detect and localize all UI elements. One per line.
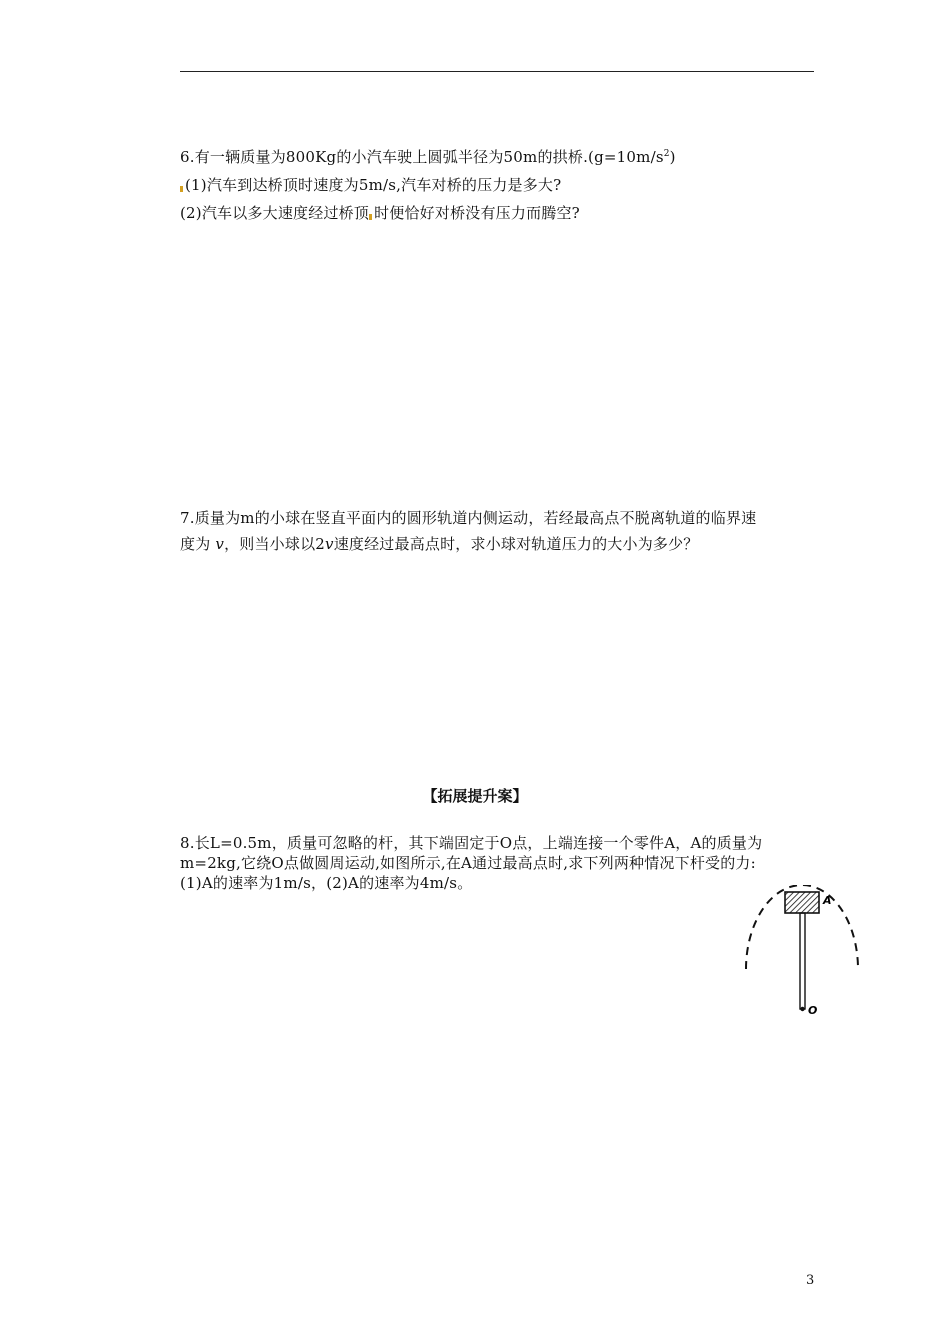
- pivot-o: [800, 1007, 804, 1011]
- label-a: A: [823, 894, 832, 907]
- q8-line3: (1)A的速率为1m/s，(2)A的速率为4m/s。: [180, 874, 473, 892]
- q8-line2: m=2kg,它绕O点做圆周运动,如图所示,在A通过最高点时,求下列两种情况下杆受的力:: [180, 854, 756, 872]
- page-number: 3: [806, 1273, 815, 1288]
- q6-stem-superscript: 2: [663, 149, 670, 159]
- rod: [800, 913, 805, 1009]
- section-title: 【拓展提升案】: [422, 787, 528, 805]
- edit-marker-icon: [180, 186, 183, 192]
- velocity-symbol: v: [215, 535, 225, 553]
- q7-line2: 度为 v，则当小球以2v速度经过最高点时，求小球对轨道压力的大小为多少？: [180, 535, 699, 553]
- header-rule: [180, 71, 814, 72]
- q6-stem: 6.有一辆质量为800Kg的小汽车驶上圆弧半径为50m的拱桥$.(g=10m/s^2)$: [180, 148, 676, 166]
- q8-line1: 8.长L=0.5m，质量可忽略的杆，其下端固定于O点，上端连接一个零件A，A的质量为: [180, 834, 763, 852]
- rod-circular-motion-figure: [738, 885, 868, 1025]
- velocity-symbol: v: [325, 535, 334, 553]
- edit-marker-icon: [369, 214, 372, 220]
- label-o: O: [808, 1004, 818, 1017]
- block-a: [785, 892, 819, 913]
- q6-part2: (2)汽车以多大速度经过桥顶 时便恰好对桥没有压力而腾空?: [180, 204, 580, 222]
- q7-line1: 7.质量为m的小球在竖直平面内的圆形轨道内侧运动，若经最高点不脱离轨道的临界速: [180, 509, 757, 527]
- q6-part1: (1)汽车到达桥顶时速度为5m/s,汽车对桥的压力是多大?: [180, 175, 561, 195]
